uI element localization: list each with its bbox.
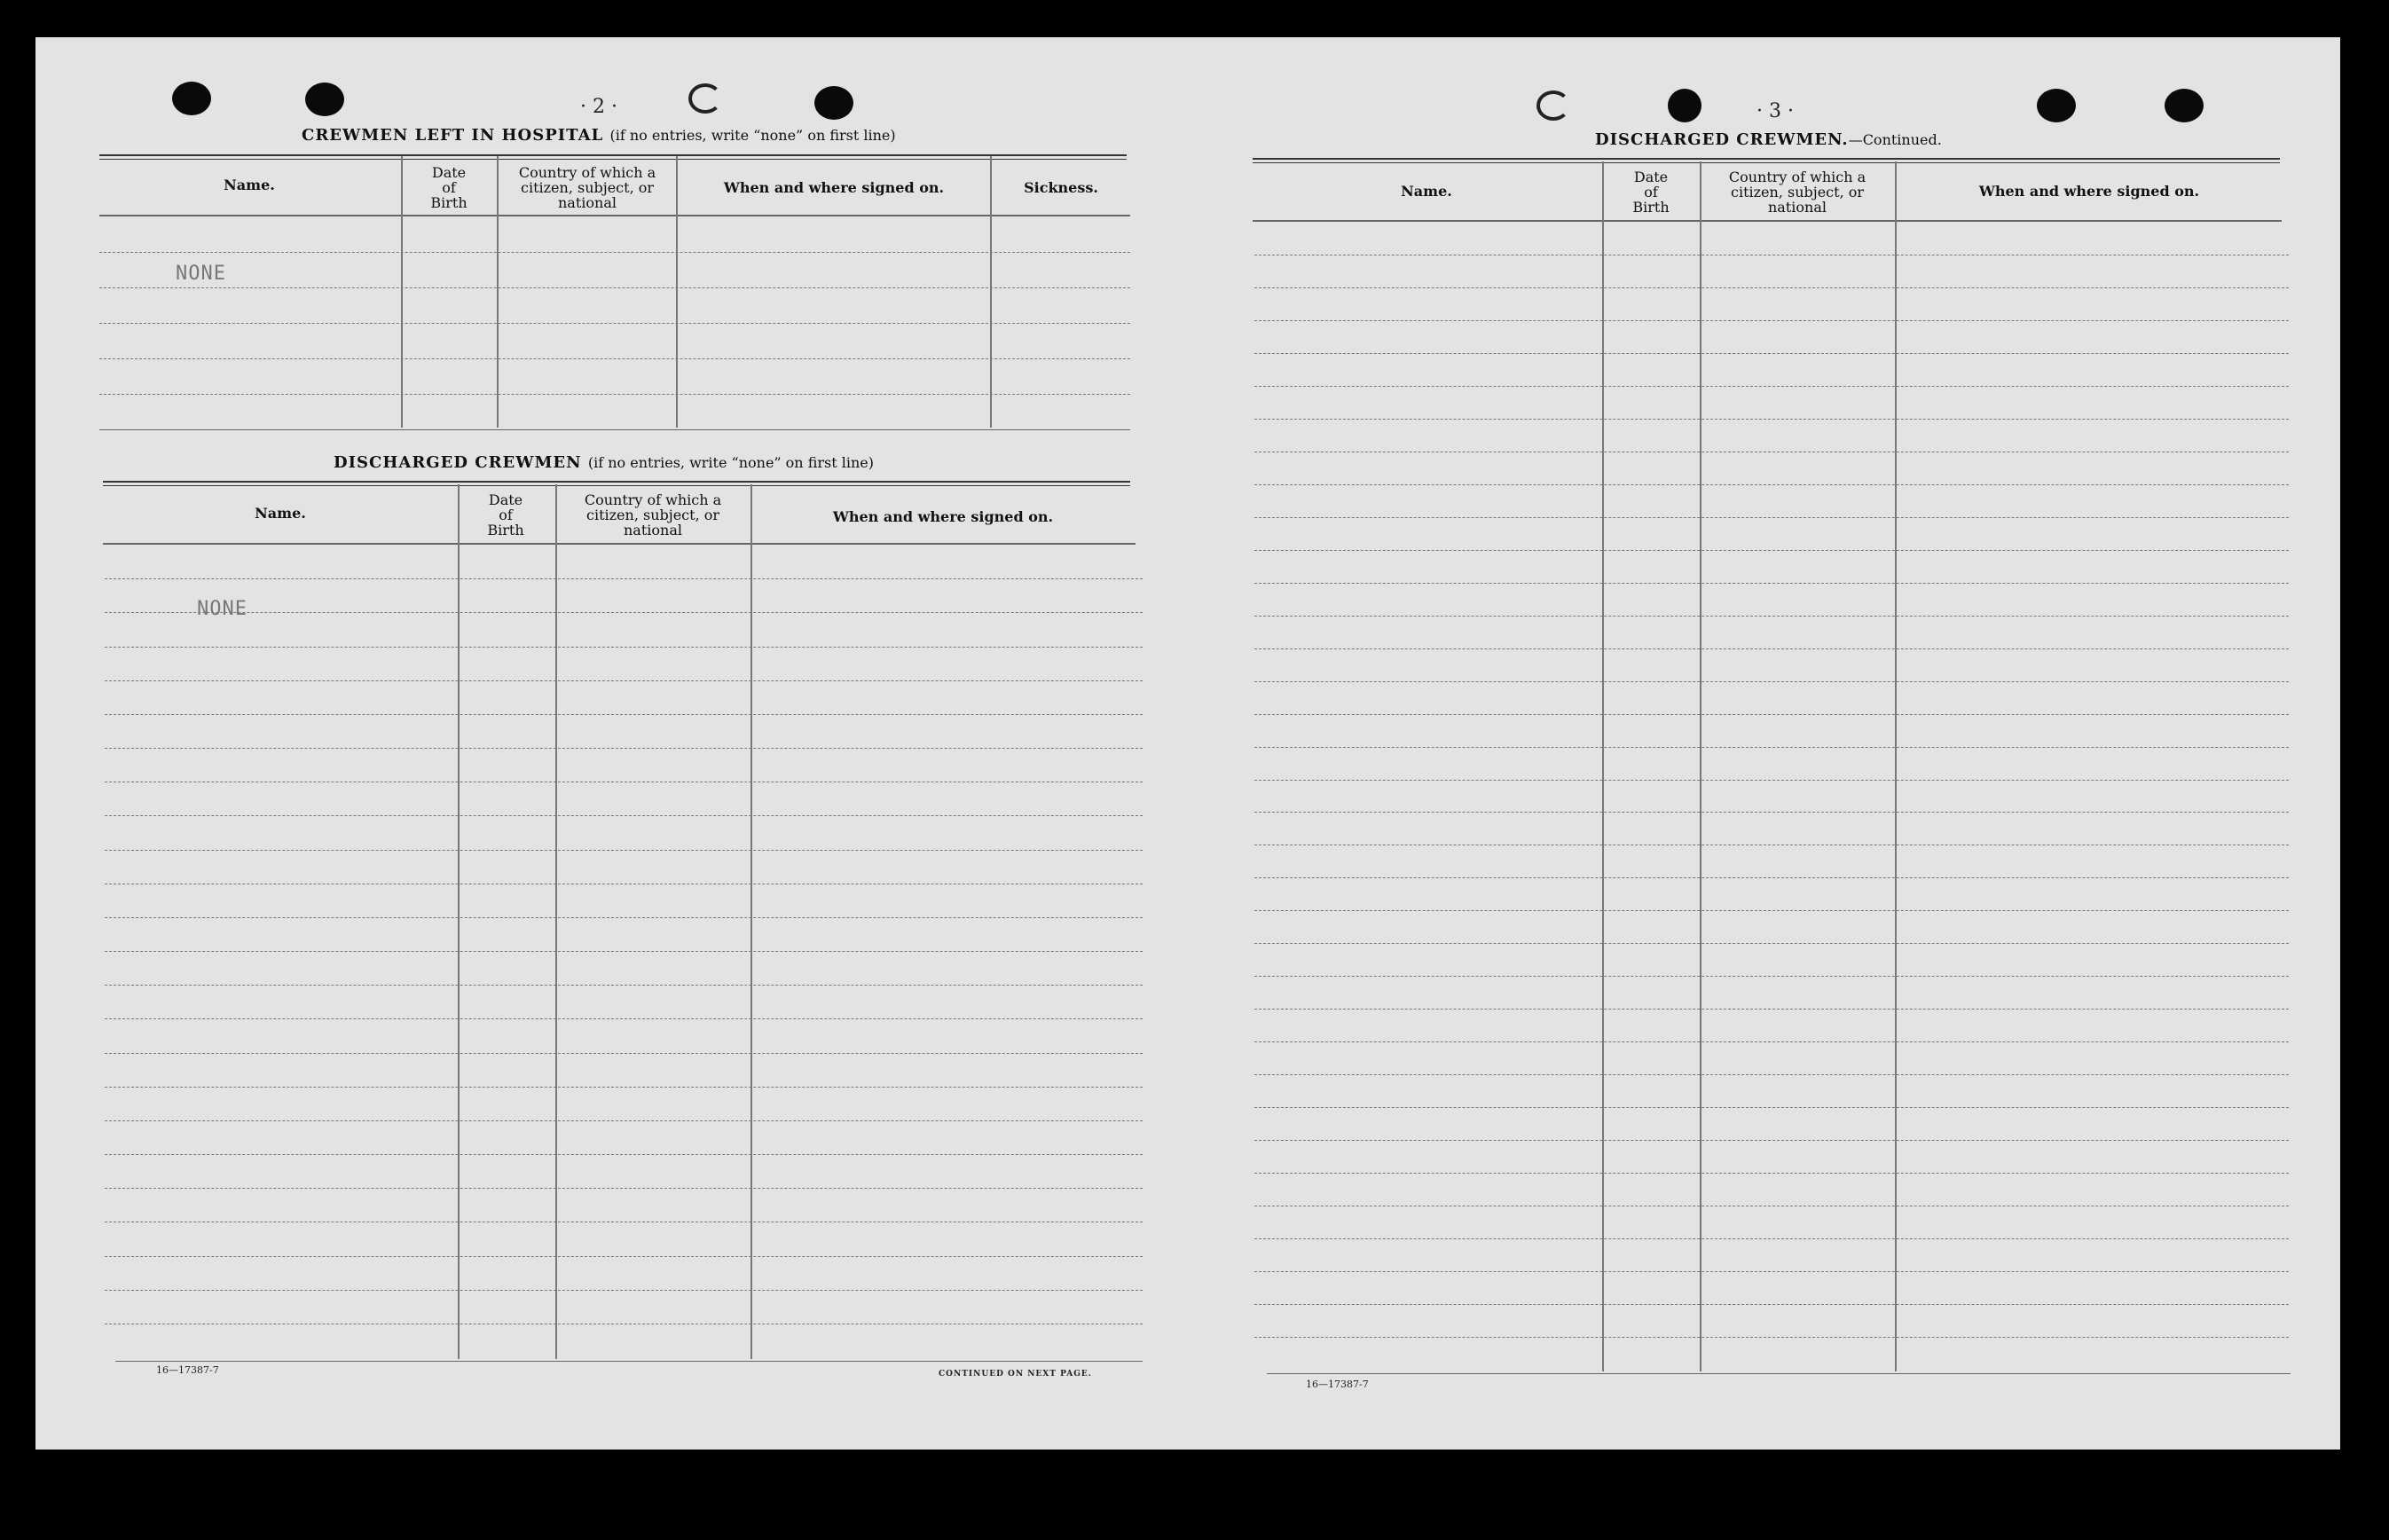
ruled-line [1254,1238,2289,1239]
ruled-line [1254,747,2289,748]
col-header-country: Country of which a citizen, subject, or national [584,491,722,538]
ruled-line [1254,1041,2289,1042]
discharged-entry-none: NONE [197,598,248,620]
ruled-line [1254,1074,2289,1075]
ruled-line [105,1087,1143,1088]
ruled-line [105,578,1143,579]
discharged-table-rows [105,545,1143,1357]
column-divider [1895,161,1897,1371]
ruled-line [1254,550,2289,551]
hospital-entry-none: NONE [176,263,226,285]
col-header-name: Name. [255,505,306,522]
ruled-line [1254,648,2289,649]
form-number: 16—17387-7 [1306,1379,1369,1390]
column-divider [458,484,460,1359]
col-header-name: Name. [224,177,275,193]
ruled-line [105,1188,1143,1189]
column-divider [401,156,403,428]
column-divider [990,156,992,428]
table-bottom-rule [115,1361,1143,1362]
page-number: · 3 · [1756,100,1794,122]
ruled-line [99,252,1130,253]
col-header-dob: Date of Birth [487,491,524,538]
ruled-line [105,1256,1143,1257]
ruled-line [1254,353,2289,354]
ruled-line [1254,616,2289,617]
ruled-line [105,1018,1143,1019]
punch-hole [2165,89,2204,122]
table-top-rule [99,154,1127,160]
ruled-line [105,1120,1143,1121]
col-header-when-where: When and where signed on. [1978,183,2200,200]
ruled-line [1254,1009,2289,1010]
col-header-country: Country of which a citizen, subject, or national [1728,169,1866,216]
ruled-line [105,714,1143,715]
column-divider [497,156,499,428]
discharged-continued-title-text: DISCHARGED CREWMEN. [1595,130,1849,149]
column-divider [676,156,678,428]
ruled-line [1254,681,2289,682]
ruled-line [99,287,1130,288]
ruled-line [99,323,1130,324]
ruled-line [1254,1337,2289,1338]
column-divider [1602,161,1604,1371]
table-top-rule [103,481,1130,486]
punch-hole [1668,89,1701,122]
col-header-country: Country of which a citizen, subject, or national [518,164,656,211]
col-header-dob: Date of Birth [430,164,468,211]
col-header-when-where: When and where signed on. [723,179,945,196]
hospital-section-title [302,126,896,145]
punch-hole [814,86,853,120]
punch-hole [1536,90,1570,121]
table-bottom-rule [1267,1373,2291,1374]
ruled-line [1254,419,2289,420]
ruled-line [1254,386,2289,387]
ruled-line [99,394,1130,395]
ruled-line [105,748,1143,749]
column-divider [555,484,557,1359]
continued-note: CONTINUED ON NEXT PAGE. [939,1370,1092,1379]
discharged-title-note: (if no entries, write “none” on first line) [587,454,874,471]
discharged-section-title [334,453,874,472]
hospital-table-rows [99,216,1130,429]
punch-hole [2037,89,2076,122]
ruled-line [105,951,1143,952]
form-number: 16—17387-7 [156,1364,219,1376]
ruled-line [1254,1304,2289,1305]
ruled-line [1254,517,2289,518]
discharged-title-text: DISCHARGED CREWMEN [334,453,582,472]
ruled-line [105,647,1143,648]
page-number: · 2 · [580,96,617,118]
ruled-line [1254,812,2289,813]
ruled-line [105,1154,1143,1155]
ruled-line [1254,583,2289,584]
ruled-line [1254,714,2289,715]
ruled-line [105,1290,1143,1291]
discharged-continued-title [1595,130,1942,149]
column-divider [1700,161,1701,1371]
hospital-title-note: (if no entries, write “none” on first line) [609,127,896,144]
ruled-line [1254,1107,2289,1108]
ruled-line [105,917,1143,918]
column-divider [750,484,752,1359]
ruled-line [1254,287,2289,288]
col-header-when-where: When and where signed on. [832,508,1054,525]
ruled-line [1254,780,2289,781]
col-header-name: Name. [1401,183,1452,200]
ruled-line [1254,320,2289,321]
ruled-line [105,612,1143,613]
ruled-line [105,680,1143,681]
hospital-title-text: CREWMEN LEFT IN HOSPITAL [302,126,604,145]
punch-hole [172,82,211,115]
ruled-line [1254,484,2289,485]
ruled-line [105,1053,1143,1054]
punch-hole [305,82,344,116]
ruled-line [1254,910,2289,911]
ruled-line [1254,1271,2289,1272]
punch-hole [688,83,722,114]
ruled-line [99,358,1130,359]
ruled-line [105,850,1143,851]
ruled-line [1254,943,2289,944]
ruled-line [105,815,1143,816]
ruled-line [1254,1173,2289,1174]
ruled-line [105,985,1143,986]
col-header-sickness: Sickness. [1024,179,1098,196]
table-bottom-rule [99,429,1130,430]
table-top-rule [1253,158,2280,163]
ruled-line [1254,976,2289,977]
discharged-continued-rows [1254,222,2289,1370]
ruled-line [1254,877,2289,878]
ruled-line [1254,1140,2289,1141]
discharged-continued-suffix: —Continued. [1848,131,1942,148]
col-header-dob: Date of Birth [1632,169,1670,216]
